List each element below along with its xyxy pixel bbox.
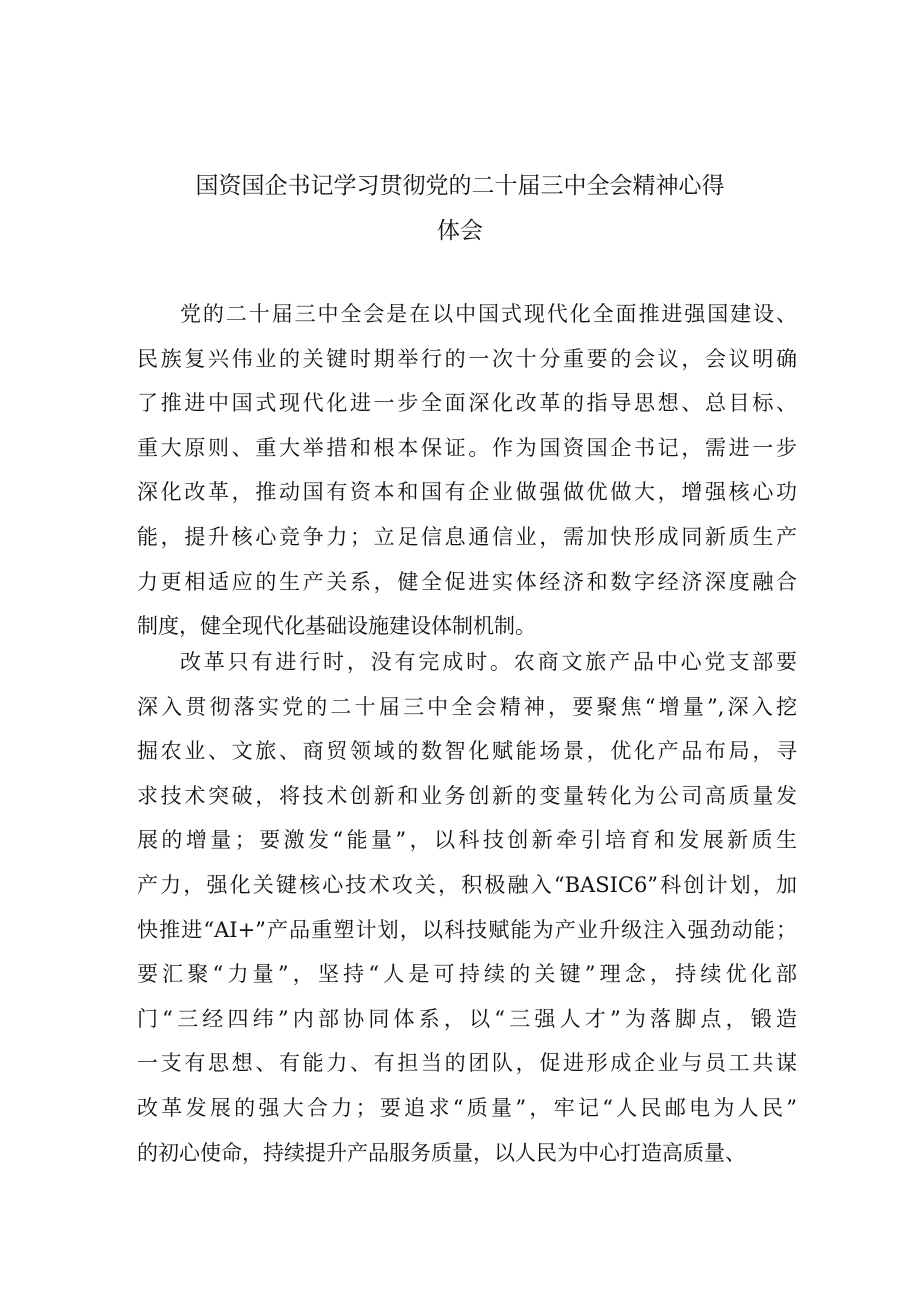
paragraph-line: 党的二十届三中全会是在以中国式现代化全面推进强国建设、 <box>180 302 797 326</box>
paragraph-line: 重大原则、重大举措和根本保证。作为国资国企书记，需进一步 <box>137 435 797 460</box>
paragraph-line: 力更相适应的生产关系，健全促进实体经济和数字经济深度融合 <box>137 569 797 594</box>
paragraph-line: 深化改革，推动国有资本和国有企业做强做优做大，增强核心功 <box>137 480 797 505</box>
paragraph-line: 改革发展的强大合力；要追求“质量”，牢记“人民邮电为人民” <box>137 1096 797 1120</box>
paragraph-line: 要汇聚“力量”，坚持“人是可持续的关键”理念，持续优化部 <box>137 962 797 987</box>
paragraph-line: 的初心使命，持续提升产品服务质量，以人民为中心打造高质量、 <box>137 1140 746 1165</box>
paragraph-line: 掘农业、文旅、商贸领域的数智化赋能场景，优化产品布局，寻 <box>137 739 797 764</box>
paragraph-line: 一支有思想、有能力、有担当的团队，促进形成企业与员工共谋 <box>137 1051 797 1076</box>
document-title-line-2: 体会 <box>437 218 483 244</box>
paragraph-line: 门“三经四纬”内部协同体系，以“三强人才”为落脚点，锻造 <box>137 1006 797 1031</box>
paragraph-line: 制度，健全现代化基础设施建设体制机制。 <box>137 614 536 639</box>
paragraph-line: 改革只有进行时，没有完成时。农商文旅产品中心党支部要 <box>180 650 797 674</box>
paragraph-line: 了推进中国式现代化进一步全面深化改革的指导思想、总目标、 <box>137 391 797 416</box>
paragraph-line: 产力，强化关键核心技术攻关，积极融入“BASIC6”科创计划，加 <box>137 873 797 897</box>
paragraph-line: 快推进“AI+”产品重塑计划，以科技赋能为产业升级注入强劲动能； <box>137 917 797 942</box>
paragraph-line: 展的增量；要激发“能量”，以科技创新牵引培育和发展新质生 <box>137 828 797 853</box>
paragraph-line: 求技术突破，将技术创新和业务创新的变量转化为公司高质量发 <box>137 783 797 808</box>
paragraph-line: 深入贯彻落实党的二十届三中全会精神，要聚焦“增量”,深入挖 <box>137 694 797 719</box>
document-title-line-1: 国资国企书记学习贯彻党的二十届三中全会精神心得 <box>195 173 725 199</box>
paragraph-line: 民族复兴伟业的关键时期举行的一次十分重要的会议，会议明确 <box>137 346 797 371</box>
paragraph-line: 能，提升核心竞争力；立足信息通信业，需加快形成同新质生产 <box>137 525 797 549</box>
